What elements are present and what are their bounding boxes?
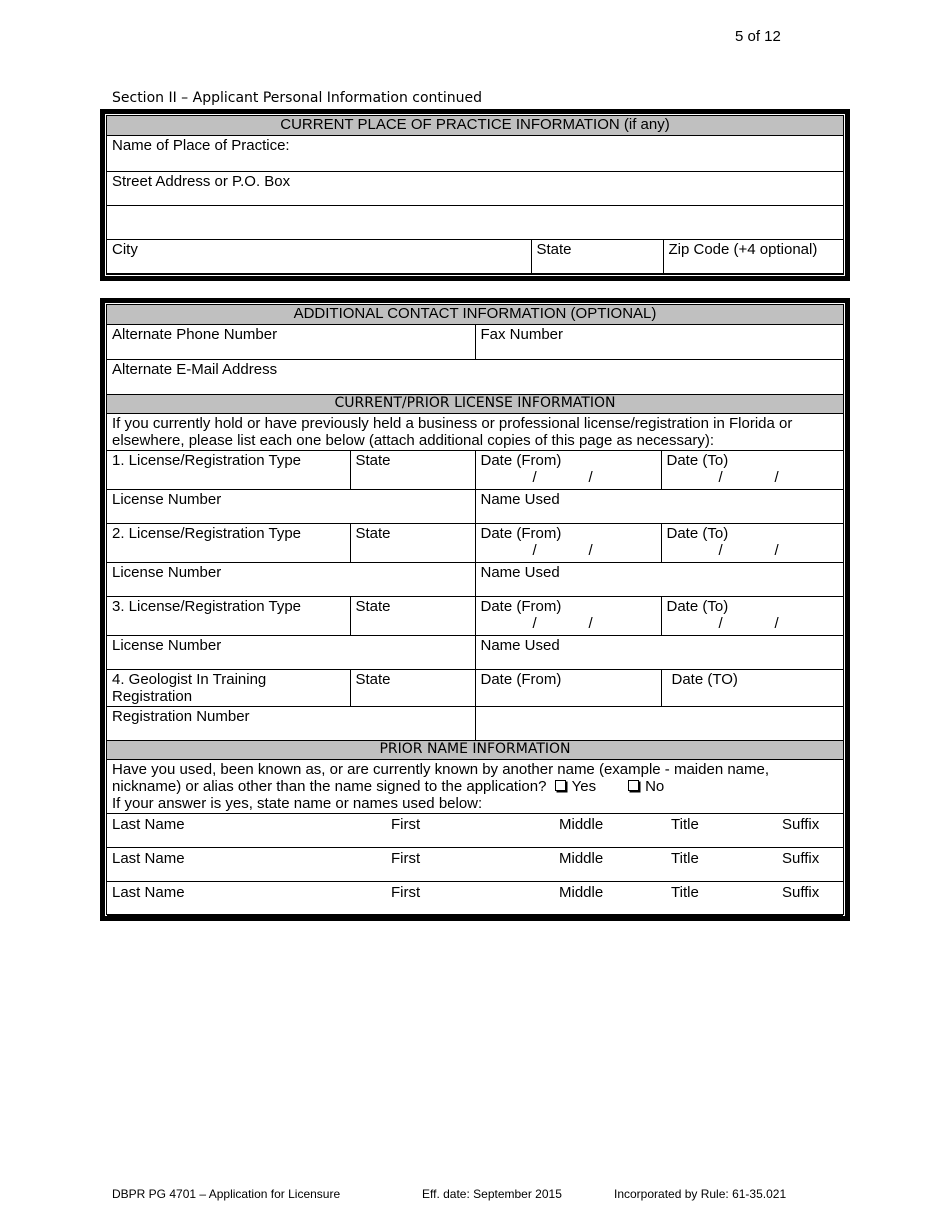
date-separator: /	[718, 541, 723, 559]
date-separator: /	[588, 614, 593, 632]
practice-street-field[interactable]	[107, 171, 843, 205]
license-date-to-field[interactable]	[661, 523, 843, 562]
prior-name-question-cell	[107, 759, 843, 813]
practice-zip-label: Zip Code (+4 optional)	[668, 240, 818, 258]
git-type-field[interactable]	[107, 669, 350, 706]
first-name-label: First	[391, 883, 421, 901]
date-separator: /	[718, 614, 723, 632]
practice-street-line2-field[interactable]	[107, 205, 843, 239]
practice-state-label: State	[536, 240, 572, 258]
contact-header: ADDITIONAL CONTACT INFORMATION (OPTIONAL)	[107, 305, 843, 324]
license-date-from-field[interactable]	[475, 523, 661, 562]
date-slashes	[667, 542, 839, 559]
yes-label: Yes	[571, 777, 597, 795]
date-separator: /	[532, 541, 537, 559]
license-date-from-label: Date (From)	[480, 451, 562, 469]
date-separator: /	[718, 468, 723, 486]
practice-zip-field[interactable]	[663, 239, 843, 273]
date-separator: /	[588, 541, 593, 559]
title-label: Title	[671, 849, 699, 867]
practice-city-field[interactable]	[107, 239, 531, 273]
prior-name-header: PRIOR NAME INFORMATION	[107, 740, 843, 759]
footer-rule: Incorporated by Rule: 61-35.021	[614, 1187, 787, 1201]
prior-name-row[interactable]	[107, 881, 843, 915]
no-checkbox[interactable]	[628, 780, 639, 791]
last-name-label: Last Name	[112, 883, 185, 901]
alt-phone-field[interactable]	[107, 324, 475, 359]
practice-name-field[interactable]	[107, 135, 843, 171]
date-slashes	[667, 615, 839, 632]
git-state-label: State	[355, 670, 391, 688]
license-instructions: If you currently hold or have previously held a business or professional license/registration in Florida or elsewhere, please list each one below (attach additional copies of this page as necessary):	[107, 413, 843, 450]
license-date-from-label: Date (From)	[480, 524, 562, 542]
practice-info-table	[107, 116, 843, 274]
license-number-field[interactable]	[107, 562, 475, 596]
prior-name-row[interactable]	[107, 813, 843, 847]
date-slashes	[667, 469, 839, 486]
license-state-label: State	[355, 451, 391, 469]
date-separator: /	[774, 614, 779, 632]
license-state-field[interactable]	[350, 523, 475, 562]
date-slashes	[481, 542, 656, 559]
license-type-label: 1. License/Registration Type	[112, 451, 302, 469]
name-used-field[interactable]	[475, 489, 843, 523]
last-name-label: Last Name	[112, 815, 185, 833]
alt-phone-label: Alternate Phone Number	[112, 325, 278, 343]
footer-eff-date: Eff. date: September 2015	[422, 1187, 562, 1201]
git-date-from-label: Date (From)	[480, 670, 562, 688]
name-used-field[interactable]	[475, 562, 843, 596]
title-label: Title	[671, 815, 699, 833]
fax-label: Fax Number	[480, 325, 564, 343]
practice-state-field[interactable]	[531, 239, 663, 273]
middle-name-label: Middle	[559, 883, 604, 901]
date-slashes	[481, 469, 656, 486]
practice-info-box	[100, 109, 850, 281]
middle-name-label: Middle	[559, 849, 604, 867]
alt-email-field[interactable]	[107, 359, 843, 394]
license-number-field[interactable]	[107, 635, 475, 669]
yes-checkbox[interactable]	[555, 780, 566, 791]
name-used-field[interactable]	[475, 635, 843, 669]
practice-street-label: Street Address or P.O. Box	[112, 172, 291, 190]
license-type-field[interactable]	[107, 596, 350, 635]
first-name-label: First	[391, 849, 421, 867]
license-type-label: 2. License/Registration Type	[112, 524, 302, 542]
fax-field[interactable]	[475, 324, 843, 359]
date-separator: /	[532, 614, 537, 632]
license-number-label: License Number	[112, 563, 222, 581]
git-date-from-field[interactable]	[475, 669, 661, 706]
license-number-field[interactable]	[107, 489, 475, 523]
license-header: CURRENT/PRIOR LICENSE INFORMATION	[107, 394, 843, 413]
git-registration-blank-field[interactable]	[475, 706, 843, 740]
license-number-label: License Number	[112, 490, 222, 508]
license-date-to-label: Date (To)	[666, 524, 729, 542]
license-date-from-label: Date (From)	[480, 597, 562, 615]
name-used-label: Name Used	[480, 563, 560, 581]
license-type-field[interactable]	[107, 523, 350, 562]
title-label: Title	[671, 883, 699, 901]
practice-name-label: Name of Place of Practice:	[112, 136, 290, 154]
first-name-label: First	[391, 815, 421, 833]
git-registration-number-label: Registration Number	[112, 707, 250, 725]
contact-license-table	[107, 305, 843, 916]
prior-name-instruction: If your answer is yes, state name or names used below:	[112, 794, 483, 812]
no-label: No	[645, 777, 665, 795]
section-heading: Section II – Applicant Personal Information continued	[112, 90, 483, 106]
suffix-label: Suffix	[782, 815, 820, 833]
last-name-label: Last Name	[112, 849, 185, 867]
date-separator: /	[532, 468, 537, 486]
git-state-field[interactable]	[350, 669, 475, 706]
practice-city-label: City	[112, 240, 138, 258]
license-date-to-field[interactable]	[661, 450, 843, 489]
git-type-label: 4. Geologist In Training Registration	[112, 670, 267, 705]
prior-name-question: Have you used, been known as, or are currently known by another name (example - maiden name, nickname) or alias other than the name signed to the application?	[112, 760, 770, 795]
git-date-to-label: Date (TO)	[671, 670, 738, 688]
alt-email-label: Alternate E-Mail Address	[112, 360, 278, 378]
license-type-field[interactable]	[107, 450, 350, 489]
date-separator: /	[588, 468, 593, 486]
license-date-to-label: Date (To)	[666, 451, 729, 469]
git-registration-number-field[interactable]	[107, 706, 475, 740]
practice-header: CURRENT PLACE OF PRACTICE INFORMATION (if any)	[107, 116, 843, 135]
license-date-from-field[interactable]	[475, 596, 661, 635]
license-state-field[interactable]	[350, 450, 475, 489]
license-state-label: State	[355, 524, 391, 542]
date-slashes	[481, 615, 656, 632]
license-date-from-field[interactable]	[475, 450, 661, 489]
license-state-label: State	[355, 597, 391, 615]
contact-license-box	[100, 298, 850, 921]
page-number: 5 of 12	[735, 28, 781, 45]
suffix-label: Suffix	[782, 883, 820, 901]
date-separator: /	[774, 541, 779, 559]
name-used-label: Name Used	[480, 490, 560, 508]
license-date-to-label: Date (To)	[666, 597, 729, 615]
git-date-to-field[interactable]	[661, 669, 843, 706]
middle-name-label: Middle	[559, 815, 604, 833]
suffix-label: Suffix	[782, 849, 820, 867]
license-number-label: License Number	[112, 636, 222, 654]
prior-name-row[interactable]	[107, 847, 843, 881]
name-used-label: Name Used	[480, 636, 560, 654]
license-type-label: 3. License/Registration Type	[112, 597, 302, 615]
license-date-to-field[interactable]	[661, 596, 843, 635]
footer-form-id: DBPR PG 4701 – Application for Licensure	[112, 1187, 341, 1201]
date-separator: /	[774, 468, 779, 486]
license-state-field[interactable]	[350, 596, 475, 635]
